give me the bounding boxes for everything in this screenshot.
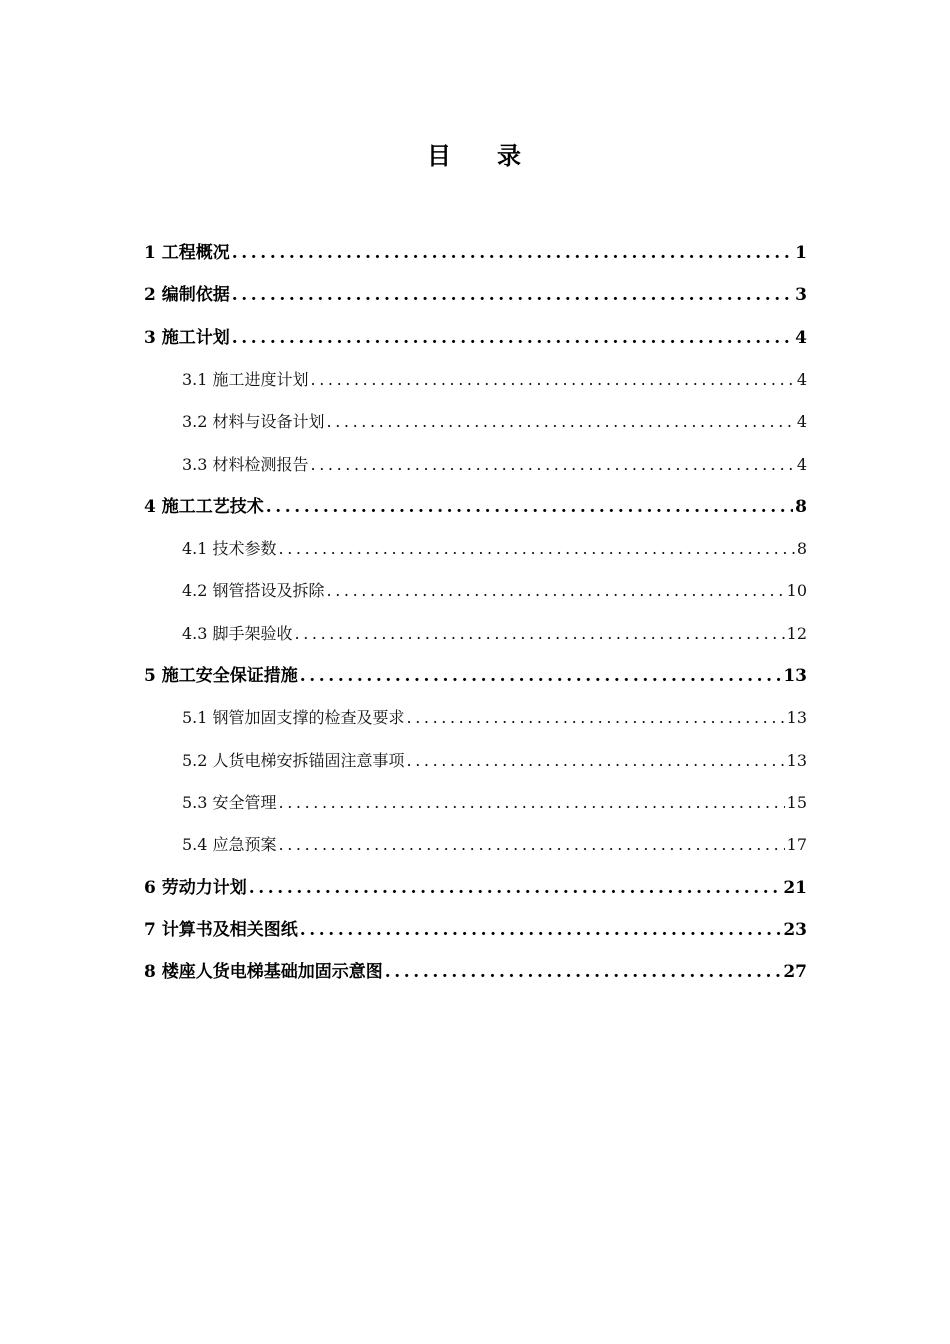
toc-dot-leader	[232, 240, 793, 266]
toc-page-number: 21	[783, 877, 807, 898]
toc-entry-label: 7 计算书及相关图纸	[144, 919, 298, 940]
toc-entry-label: 5.1 钢管加固支撑的检查及要求	[182, 708, 405, 728]
toc-dot-leader	[295, 621, 785, 647]
toc-entry-label: 5.2 人货电梯安拆锚固注意事项	[182, 750, 405, 770]
toc-page-number: 23	[783, 919, 807, 940]
toc-dot-leader	[300, 663, 782, 689]
toc-entry-label: 4.1 技术参数	[182, 539, 277, 559]
toc-entry-label: 3.3 材料检测报告	[182, 454, 309, 474]
toc-dot-leader	[300, 917, 782, 943]
toc-entry-label: 5.3 安全管理	[182, 792, 277, 812]
toc-dot-leader	[266, 494, 793, 520]
toc-entry-section[interactable]	[182, 409, 807, 435]
toc-entry-label: 8 楼座人货电梯基础加固示意图	[144, 962, 383, 983]
toc-page-number: 10	[786, 581, 807, 601]
toc-dot-leader	[232, 282, 793, 308]
toc-entry-label: 6 劳动力计划	[144, 877, 247, 898]
toc-page-number: 8	[796, 539, 807, 559]
toc-page-number: 12	[786, 623, 807, 643]
toc-page-number: 8	[795, 496, 807, 517]
toc-page-number: 3	[795, 285, 807, 306]
toc-entry-chapter[interactable]	[144, 663, 807, 689]
toc-entry-section[interactable]	[182, 452, 807, 478]
toc-entry-label: 4.2 钢管搭设及拆除	[182, 581, 325, 601]
toc-page-number: 15	[786, 792, 807, 812]
toc-dot-leader	[385, 959, 782, 985]
toc-entry-chapter[interactable]	[144, 240, 807, 266]
toc-dot-leader	[407, 705, 785, 731]
toc-entry-section[interactable]	[182, 832, 807, 858]
toc-dot-leader	[311, 367, 795, 393]
toc-entry-section[interactable]	[182, 705, 807, 731]
toc-dot-leader	[327, 578, 785, 604]
toc-entry-label: 4.3 脚手架验收	[182, 623, 293, 643]
toc-entry-section[interactable]	[182, 790, 807, 816]
toc-entry-section[interactable]	[182, 367, 807, 393]
toc-page-number: 4	[796, 412, 807, 432]
toc-page-number: 13	[783, 666, 807, 686]
toc-entry-chapter[interactable]	[144, 325, 807, 351]
toc-entry-chapter[interactable]	[144, 494, 807, 520]
toc-page-number: 13	[786, 750, 807, 770]
toc-page-number: 1	[795, 243, 807, 263]
toc-dot-leader	[232, 325, 793, 351]
toc-dot-leader	[279, 790, 785, 816]
toc-entry-label: 5 施工安全保证措施	[144, 666, 298, 686]
toc-entry-label: 3.2 材料与设备计划	[182, 412, 325, 432]
page-title-part-2: 录	[497, 141, 523, 170]
page-title	[0, 136, 950, 171]
toc-entry-chapter[interactable]	[144, 917, 807, 943]
toc-dot-leader	[311, 452, 795, 478]
toc-entry-chapter[interactable]	[144, 875, 807, 901]
toc-page-number: 4	[796, 454, 807, 474]
toc-entry-chapter[interactable]	[144, 282, 807, 308]
toc-dot-leader	[407, 748, 785, 774]
toc-page-number: 17	[786, 835, 807, 855]
toc-dot-leader	[279, 536, 795, 562]
toc-page-number: 13	[786, 708, 807, 728]
toc-entry-chapter[interactable]	[144, 959, 807, 985]
page-title-part-1: 目	[427, 141, 453, 170]
toc-entry-label: 5.4 应急预案	[182, 835, 277, 855]
toc-entry-section[interactable]	[182, 748, 807, 774]
toc-entry-label: 2 编制依据	[144, 285, 230, 306]
toc-entry-section[interactable]	[182, 578, 807, 604]
toc-page-number: 4	[795, 327, 807, 348]
toc-entry-label: 3 施工计划	[144, 327, 230, 348]
toc-entry-label: 3.1 施工进度计划	[182, 369, 309, 389]
toc-page-number: 27	[783, 962, 807, 983]
toc-dot-leader	[279, 832, 785, 858]
toc-entry-section[interactable]	[182, 621, 807, 647]
toc-dot-leader	[249, 875, 782, 901]
toc-page-number: 4	[796, 369, 807, 389]
toc-entry-label: 4 施工工艺技术	[144, 496, 264, 517]
toc-dot-leader	[327, 409, 795, 435]
toc-entry-section[interactable]	[182, 536, 807, 562]
toc-entry-label: 1 工程概况	[144, 243, 230, 263]
